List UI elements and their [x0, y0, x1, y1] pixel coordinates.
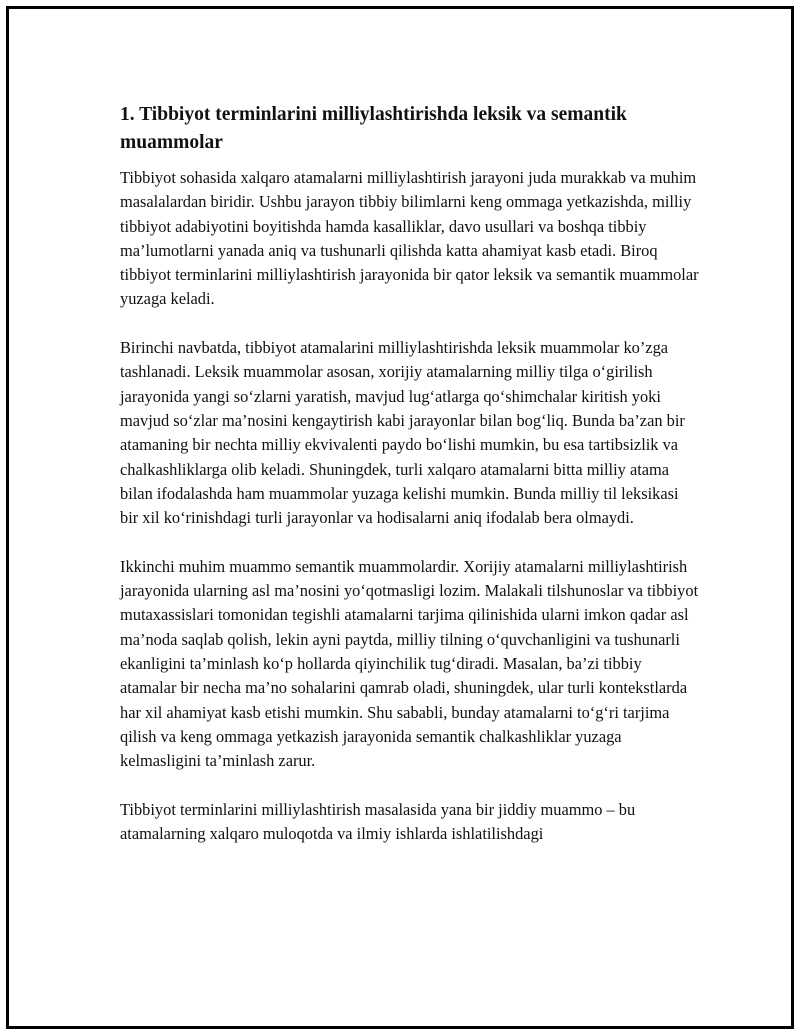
page-frame — [6, 6, 794, 1029]
paragraph-4: Tibbiyot terminlarini milliylashtirish masalasida yana bir jiddiy muammo – bu atamalarning xalqaro muloqotda va ilmiy ishlarda ishlatilishdagi — [120, 799, 636, 844]
section-heading: 1. Tibbiyot terminlarini milliylashtirishda leksik va semantik muammolar — [120, 104, 627, 153]
paragraph-2: Birinchi navbatda, tibbiyot atamalarini milliylashtirishda leksik muammolar ko’zga tashlanadi. Leksik muammolar asosan, xorijiy atamalarning milliy tilga o‘girilish jarayonida yangi so‘zlarni yaratish, mavjud lug‘atlarga qo‘shimchalar kiritish yoki mavjud so‘zlar ma’nosini kengaytirish kabi jarayonlar bilan bog‘liq. Bunda ba’zan bir atamaning bir nechta milliy ekvivalenti paydo bo‘lishi mumkin, bu esa tartibsizlik va chalkashliklarga olib keladi. Shuningdek, turli xalqaro atamalarni bitta milliy atama bilan ifodalashda ham muammolar yuzaga kelishi mumkin. Bunda milliy til leksikasi bir xil ko‘rinishdagi turli jarayonlar va hodisalarni aniq ifodalab bera olmaydi. — [120, 338, 685, 528]
paragraph-1: Tibbiyot sohasida xalqaro atamalarni milliylashtirish jarayoni juda murakkab va muhim masalalardan biridir. Ushbu jarayon tibbiy bilimlarni keng ommaga yetkazishda, milliy tibbiyot adabiyotini boyitishda hamda kasalliklar, davo usullari va boshqa tibbiy ma’lumotlarni yanada aniq va tushunarli qilishda katta ahamiyat kasb etadi. Biroq tibbiyot terminlarini milliylashtirish jarayonida bir qator leksik va semantik muammolar yuzaga keladi. — [120, 168, 699, 309]
paragraph-3: Ikkinchi muhim muammo semantik muammolardir. Xorijiy atamalarni milliylashtirish jarayonida ularning asl ma’nosini yo‘qotmasligi lozim. Malakali tilshunoslar va tibbiyot mutaxassislari tomonidan tegishli atamalarni tarjima qilinishida ularni imkon qadar asl ma’noda saqlab qolish, lekin ayni paytda, milliy tilning o‘quvchanligini va tushunarli ekanligini ta’minlash ko‘p hollarda qiyinchilik tug‘diradi. Masalan, ba’zi tibbiy atamalar bir necha ma’no sohalarini qamrab oladi, shuningdek, ular turli kontekstlarda har xil ahamiyat kasb etishi mumkin. Shu sababli, bunday atamalarni to‘g‘ri tarjima qilish va keng ommaga yetkazish jarayonida semantik chalkashliklar yuzaga kelmasligini ta’minlash zarur. — [120, 556, 699, 771]
document-body — [120, 101, 700, 871]
